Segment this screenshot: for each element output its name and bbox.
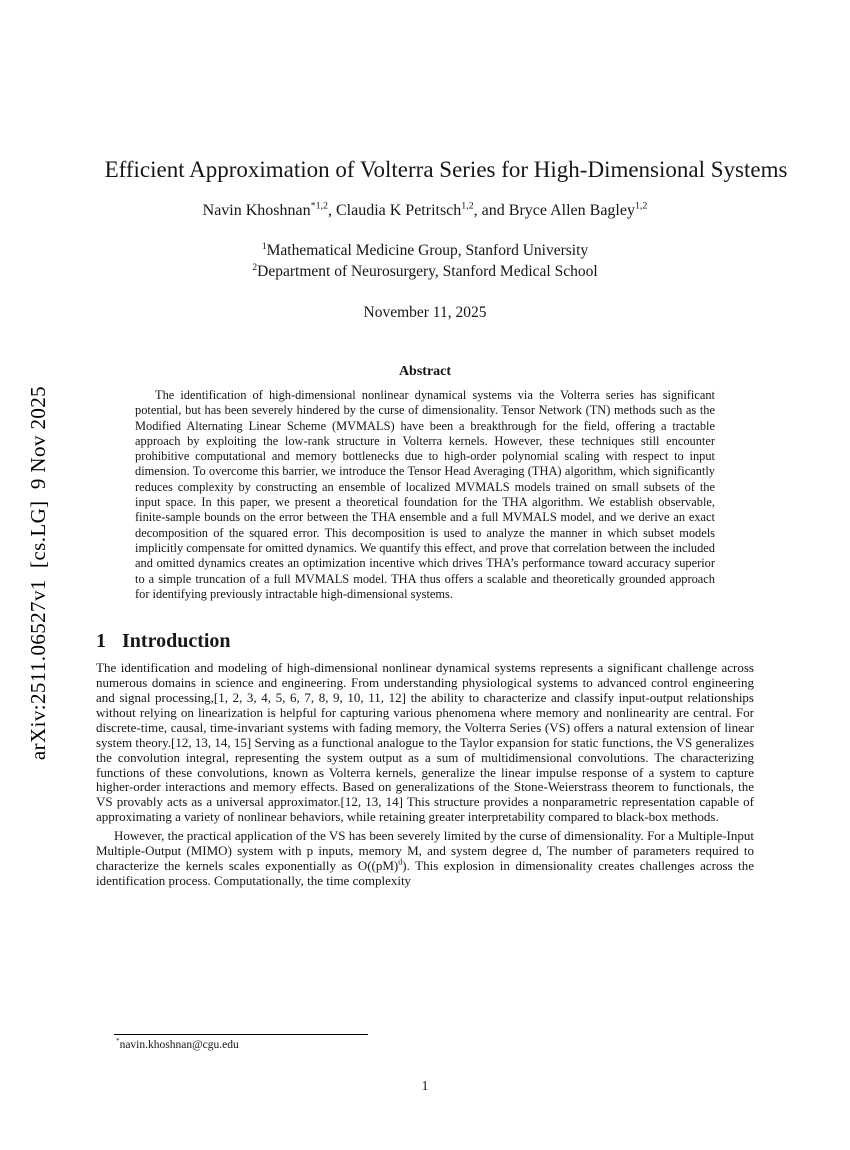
section-title: Introduction xyxy=(122,630,231,653)
affiliation-marker-2: 2 xyxy=(252,261,258,273)
affiliation-1 xyxy=(96,240,754,261)
section-number: 1 xyxy=(96,630,106,653)
intro-paragraph-2-text: However, the practical application of the VS has been severely limited by the curse of dimensionality. For a Multiple-Input Multiple-Output (MIMO) system with p inputs, memory M, and system degree d, The number of parameters required to characterize the kernels scales exponentially as O((pM) xyxy=(96,828,754,873)
author-separator-2: , and xyxy=(473,202,509,219)
abstract-text: The identification of high-dimensional nonlinear dynamical systems via the Volterra series has significant potential, but has been severely hindered by the curse of dimensionality. Tensor Network (TN) methods such as the Modified Alternating Linear Scheme (MVMALS) have been a breakthrough for the field, offering a tractable approach by exploiting the low-rank structure in Volterra kernels. However, these techniques still encounter prohibitive computational and memory bottlenecks due to high-order polynomial scaling with respect to input dimension. To overcome this barrier, we introduce the Tensor Head Averaging (THA) algorithm, which significantly reduces complexity by constructing an ensemble of localized MVMALS models trained on small subsets of the input space. In this paper, we present a theoretical foundation for the THA algorithm. We establish observable, finite-sample bounds on the error between the THA ensemble and a full MVMALS model, and we derive an exact decomposition of the squared error. This decomposition is used to analyze the manner in which subset models implicitly compensate for omitted dynamics. We quantify this effect, and prove that correlation between the included and omitted dynamics creates an optimization incentive which drives THA’s performance toward accuracy superior to a simple truncation of a full MVMALS model. THA thus offers a scalable and theoretically grounded approach for identifying previously intractable high-dimensional systems. xyxy=(135,388,715,601)
affiliation-2 xyxy=(96,261,754,282)
footnote-email: navin.khoshnan@cgu.edu xyxy=(119,1039,239,1051)
arxiv-watermark: arXiv:2511.06527v1 [cs.LG] 9 Nov 2025 xyxy=(26,385,50,761)
affiliation-text-2: Department of Neurosurgery, Stanford Medical School xyxy=(257,263,598,280)
footnote-rule xyxy=(114,1034,368,1035)
paper-title: Efficient Approximation of Volterra Series for High-Dimensional Systems xyxy=(104,157,788,182)
exponent-d: d xyxy=(398,857,403,867)
footnote-block xyxy=(96,1034,754,1051)
author-affil-marker-1: *1,2 xyxy=(310,200,328,212)
author-separator-1: , xyxy=(327,202,336,219)
footnote-marker: * xyxy=(116,1037,120,1046)
author-line xyxy=(96,202,754,220)
affiliation-block xyxy=(96,240,754,282)
paper-date: November 11, 2025 xyxy=(363,304,487,321)
abstract-heading: Abstract xyxy=(398,364,452,379)
author-affil-marker-2: 1,2 xyxy=(461,200,474,212)
affiliation-marker-1: 1 xyxy=(261,240,267,252)
intro-paragraph-2 xyxy=(96,829,754,889)
footnote-text xyxy=(96,1039,754,1051)
author-name-3: Bryce Allen Bagley xyxy=(508,202,635,219)
author-affil-marker-3: 1,2 xyxy=(634,200,648,212)
intro-paragraph-2-text-cont: ). This explosion in dimensionality creates challenges across the identification process. Computationally, the time complexity xyxy=(96,857,754,888)
author-name-1: Navin Khoshnan xyxy=(202,202,311,219)
author-name-2: Claudia K Petritsch xyxy=(335,202,462,219)
page-number: 1 xyxy=(421,1078,429,1093)
affiliation-text-1: Mathematical Medicine Group, Stanford University xyxy=(266,242,589,259)
intro-paragraph-1: The identification and modeling of high-dimensional nonlinear dynamical systems represents a significant challenge across numerous domains in science and engineering. From understanding physiological systems to advanced control engineering and signal processing,[1, 2, 3, 4, 5, 6, 7, 8, 9, 10, 11, 12] the ability to characterize and classify input-output relationships without relying on linearization is helpful for capturing various phenomena where memory and nonlinearity are central. For discrete-time, causal, time-invariant systems with fading memory, the Volterra Series (VS) offers a natural extension of linear system theory.[12, 13, 14, 15] Serving as a functional analogue to the Taylor expansion for static functions, the VS generalizes the convolution integral, representing the system output as a sum of multidimensional convolutions. The characterizing functions of these convolutions, known as Volterra kernels, generalize the linear impulse response of a system to capture higher-order interactions and memory effects. Based on generalizations of the Stone-Weierstrass theorem to functionals, the VS provably acts as a universal approximator.[12, 13, 14] This structure provides a nonparametric representation capable of approximating a variety of nonlinear behaviors, while retaining greater interpretability compared to black-box methods. xyxy=(96,660,754,825)
section-heading-introduction xyxy=(96,630,754,653)
